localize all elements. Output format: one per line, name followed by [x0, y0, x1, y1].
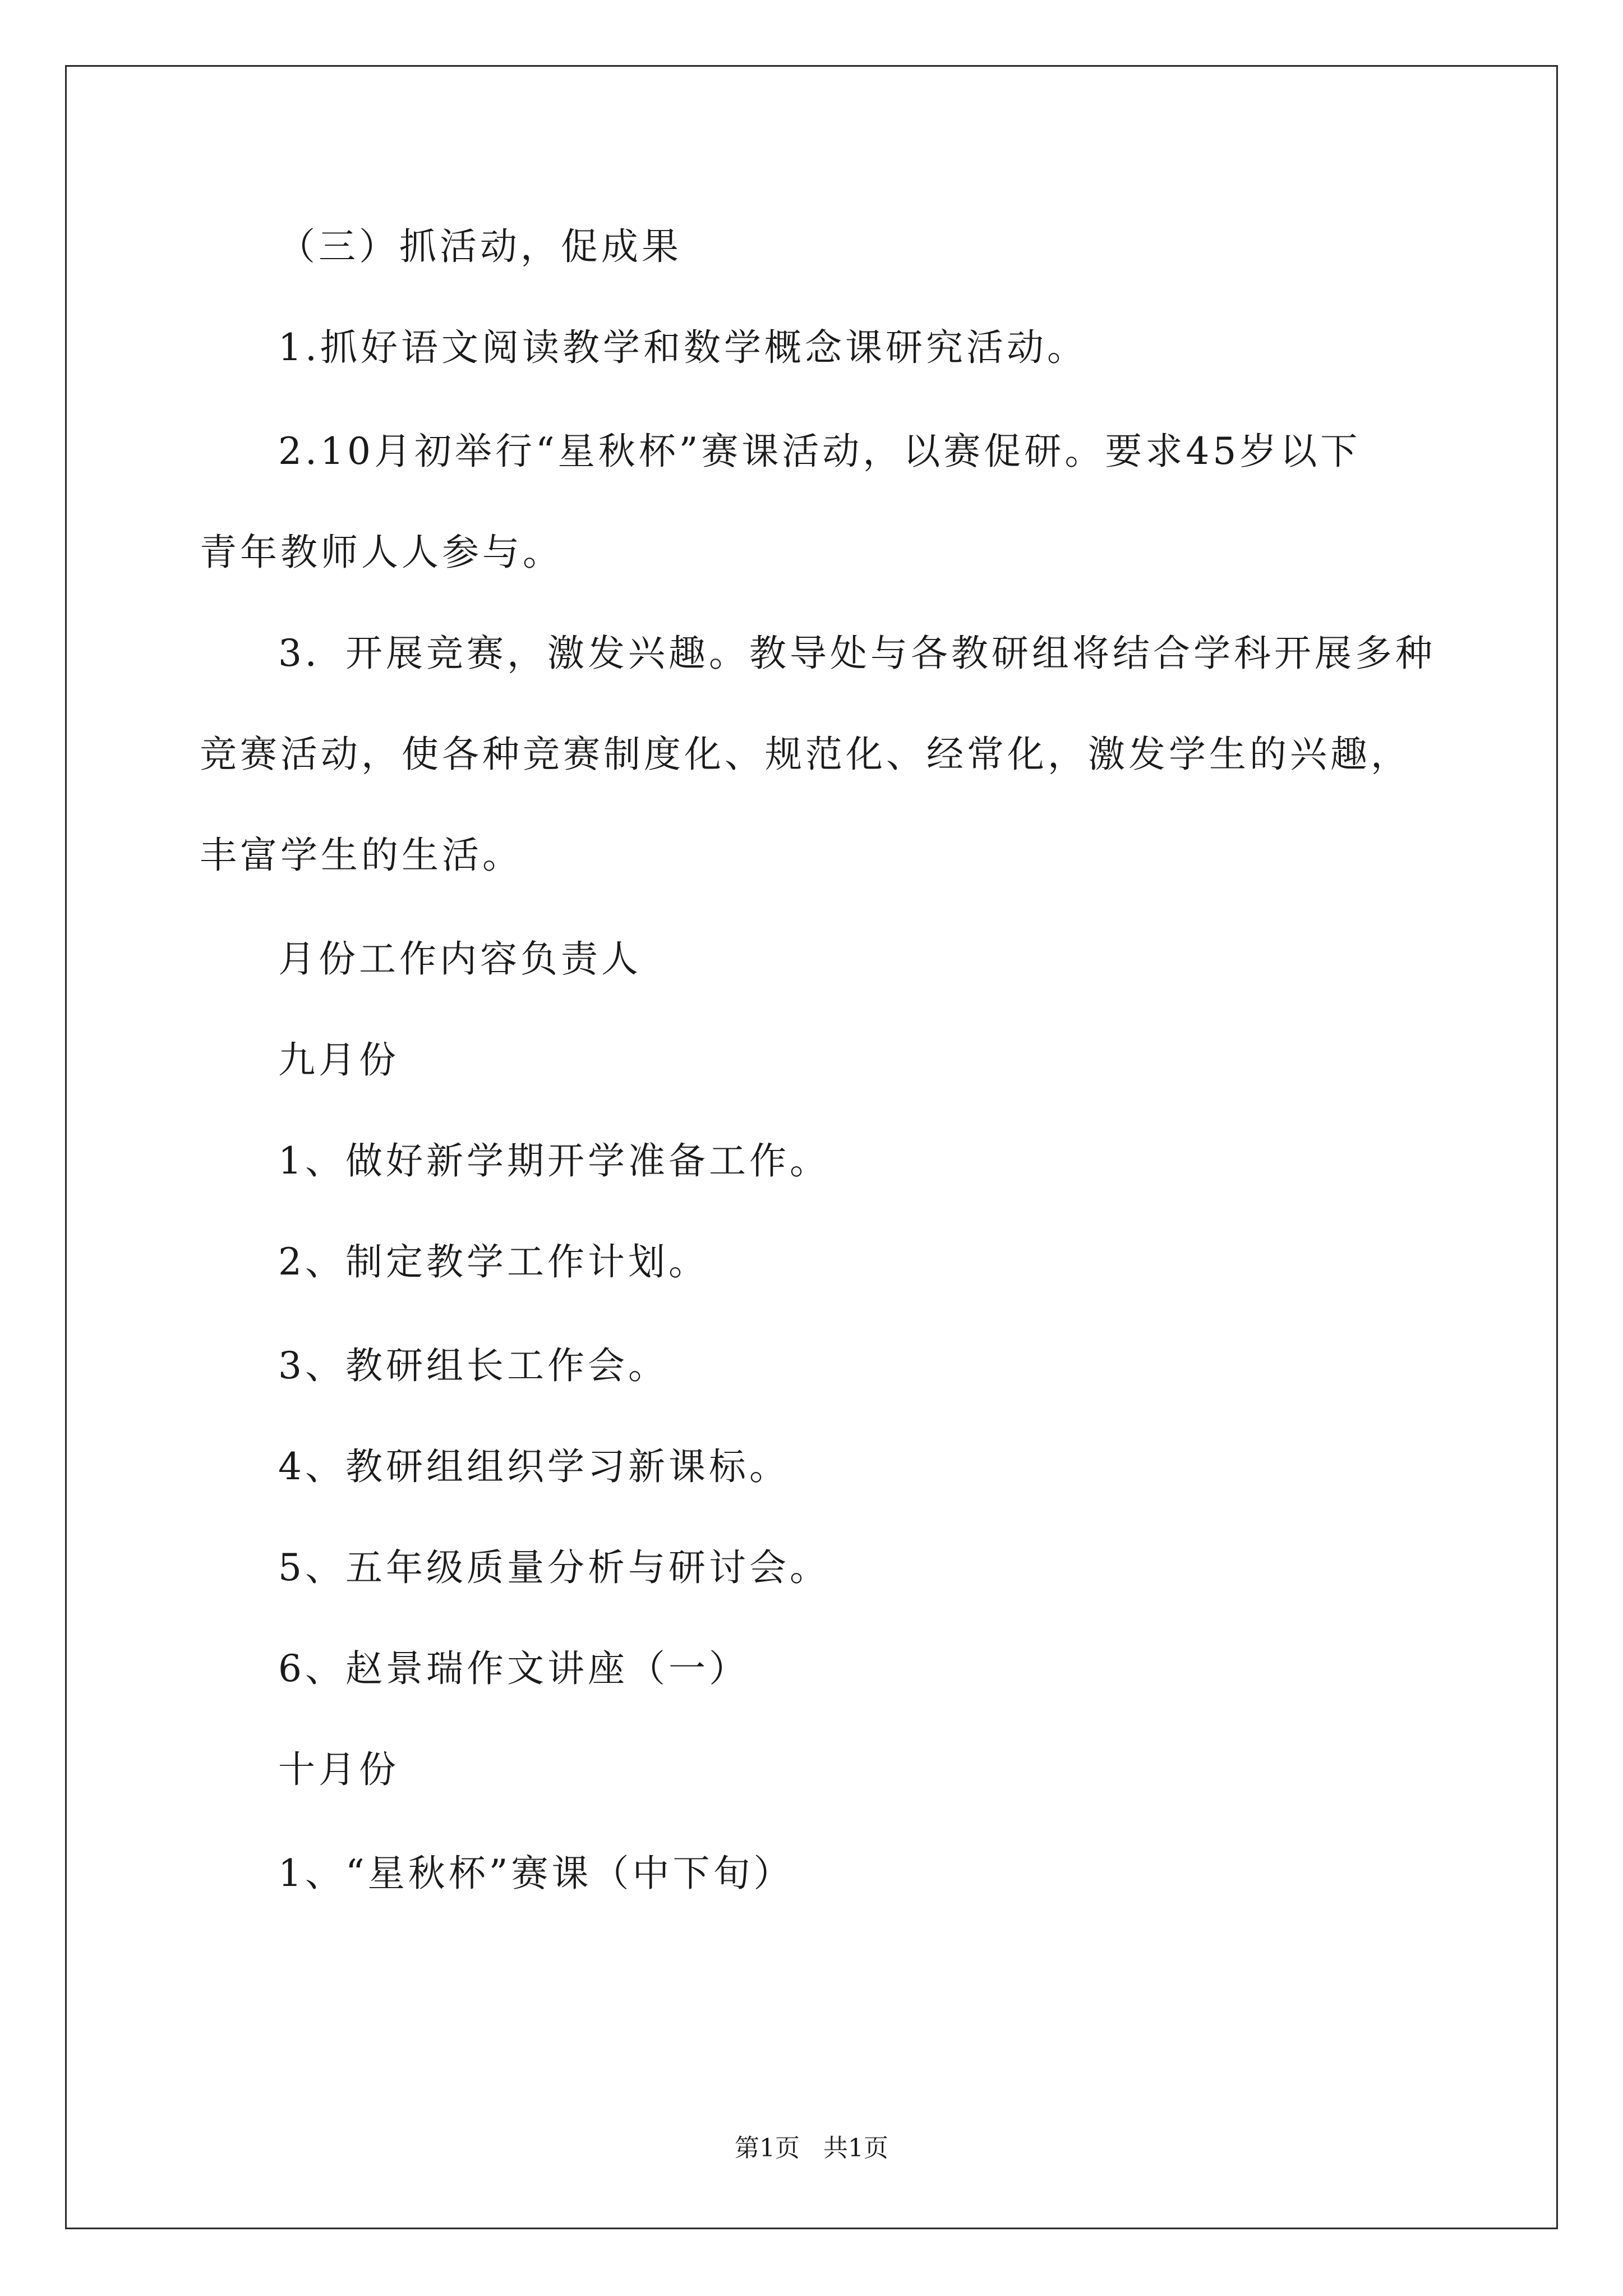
- section-heading: （三）抓活动，促成果: [278, 225, 682, 268]
- list-item: 6、赵景瑞作文讲座（一）: [278, 1647, 749, 1690]
- table-header-line: 月份工作内容负责人: [278, 937, 642, 981]
- paragraph-line: 1.抓好语文阅读教学和数学概念课研究活动。: [278, 326, 1087, 369]
- list-item: 1、“星秋杯”赛课（中下旬）: [278, 1852, 794, 1895]
- list-item: 1、做好新学期开学准备工作。: [278, 1139, 830, 1182]
- list-item: 3、教研组长工作会。: [278, 1344, 668, 1387]
- paragraph-line: 丰富学生的生活。: [200, 834, 523, 877]
- month-heading: 十月份: [278, 1748, 399, 1791]
- list-item: 5、五年级质量分析与研讨会。: [278, 1546, 830, 1589]
- paragraph-line: 竞赛活动，使各种竞赛制度化、规范化、经常化，激发学生的兴趣，: [200, 733, 1411, 776]
- paragraph-line: 2.10月初举行“星秋杯”赛课活动，以赛促研。要求45岁以下: [278, 430, 1361, 473]
- month-heading: 九月份: [278, 1038, 399, 1082]
- paragraph-line: 青年教师人人参与。: [200, 531, 563, 574]
- list-item: 4、教研组组织学习新课标。: [278, 1445, 790, 1488]
- paragraph-line: 3．开展竞赛，激发兴趣。教导处与各教研组将结合学科开展多种: [278, 632, 1436, 675]
- list-item: 2、制定教学工作计划。: [278, 1240, 709, 1283]
- page-number-footer: 第1页 共1页: [735, 2134, 888, 2162]
